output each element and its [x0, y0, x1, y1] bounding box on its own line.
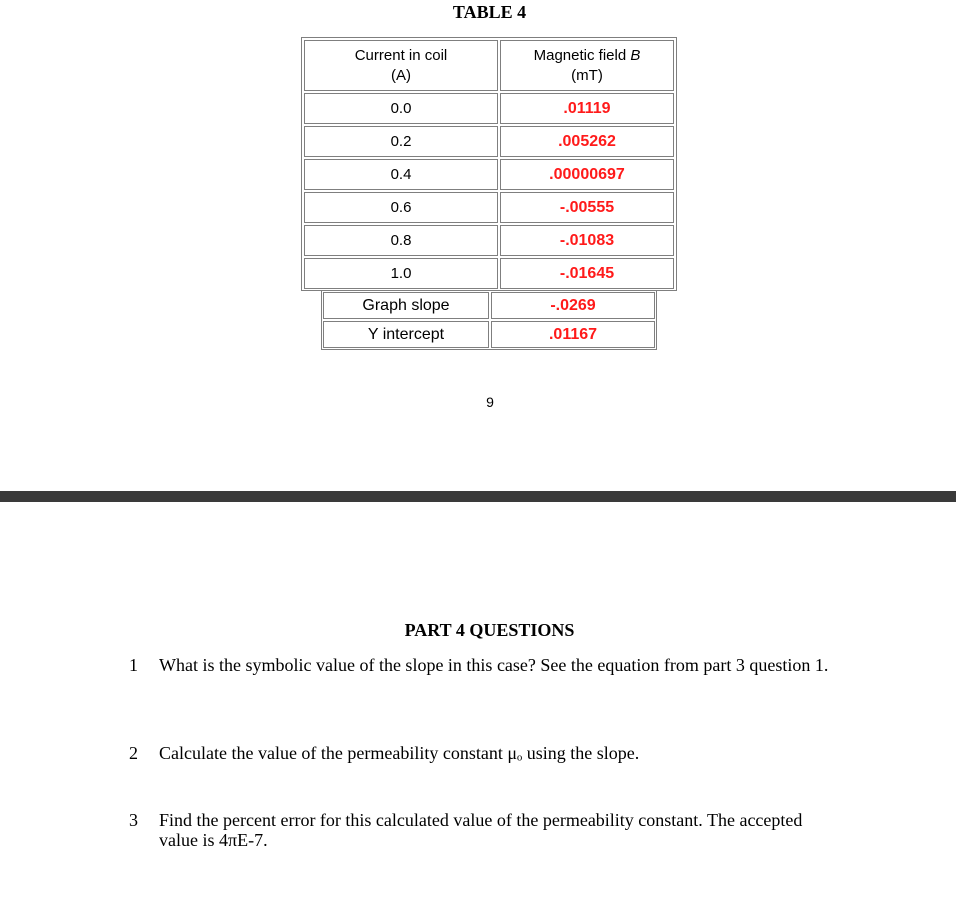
- field-cell: .005262: [500, 126, 674, 157]
- slope-label: Graph slope: [323, 292, 489, 319]
- intercept-label: Y intercept: [323, 321, 489, 348]
- table-row: [304, 93, 674, 124]
- current-cell: 1.0: [304, 258, 498, 289]
- header-field-unit: (mT): [571, 66, 603, 84]
- field-cell: .01119: [500, 93, 674, 124]
- table-header-row: [304, 40, 674, 91]
- header-field-var: B: [630, 46, 641, 64]
- question-number: 2: [129, 743, 138, 763]
- question-number: 1: [129, 655, 138, 675]
- part4-title: PART 4 QUESTIONS: [404, 620, 575, 640]
- summary-table: [321, 290, 657, 350]
- question-text: Find the percent error for this calculated value of the permeability constant. The accepted value is 4πE-7.: [159, 810, 803, 850]
- question-number: 3: [129, 810, 138, 830]
- header-field-label: [534, 46, 641, 66]
- question-text: What is the symbolic value of the slope in this case? See the equation from part 3 question 1.: [159, 655, 829, 675]
- slope-value: -.0269: [491, 292, 655, 319]
- table-row: [304, 258, 674, 289]
- field-cell: -.00555: [500, 192, 674, 223]
- table-row: [304, 126, 674, 157]
- current-cell: 0.8: [304, 225, 498, 256]
- current-cell: 0.0: [304, 93, 498, 124]
- page-number: 9: [486, 394, 494, 410]
- field-cell: -.01645: [500, 258, 674, 289]
- header-field: [500, 40, 674, 91]
- table-row: [304, 225, 674, 256]
- table-title: TABLE 4: [452, 2, 527, 22]
- question-text: Calculate the value of the permeability constant μₒ using the slope.: [159, 743, 640, 763]
- field-cell: -.01083: [500, 225, 674, 256]
- summary-row-intercept: [323, 321, 655, 348]
- table-row: [304, 159, 674, 190]
- header-field-prefix: Magnetic field: [533, 46, 631, 64]
- table-row: [304, 192, 674, 223]
- header-current-unit: (A): [391, 66, 411, 84]
- current-cell: 0.2: [304, 126, 498, 157]
- current-cell: 0.6: [304, 192, 498, 223]
- field-cell: .00000697: [500, 159, 674, 190]
- page-divider: [0, 491, 956, 502]
- current-cell: 0.4: [304, 159, 498, 190]
- data-table: [301, 37, 677, 291]
- header-current-label: Current in coil: [354, 46, 448, 64]
- intercept-value: .01167: [491, 321, 655, 348]
- summary-row-slope: [323, 292, 655, 319]
- header-current: [304, 40, 498, 91]
